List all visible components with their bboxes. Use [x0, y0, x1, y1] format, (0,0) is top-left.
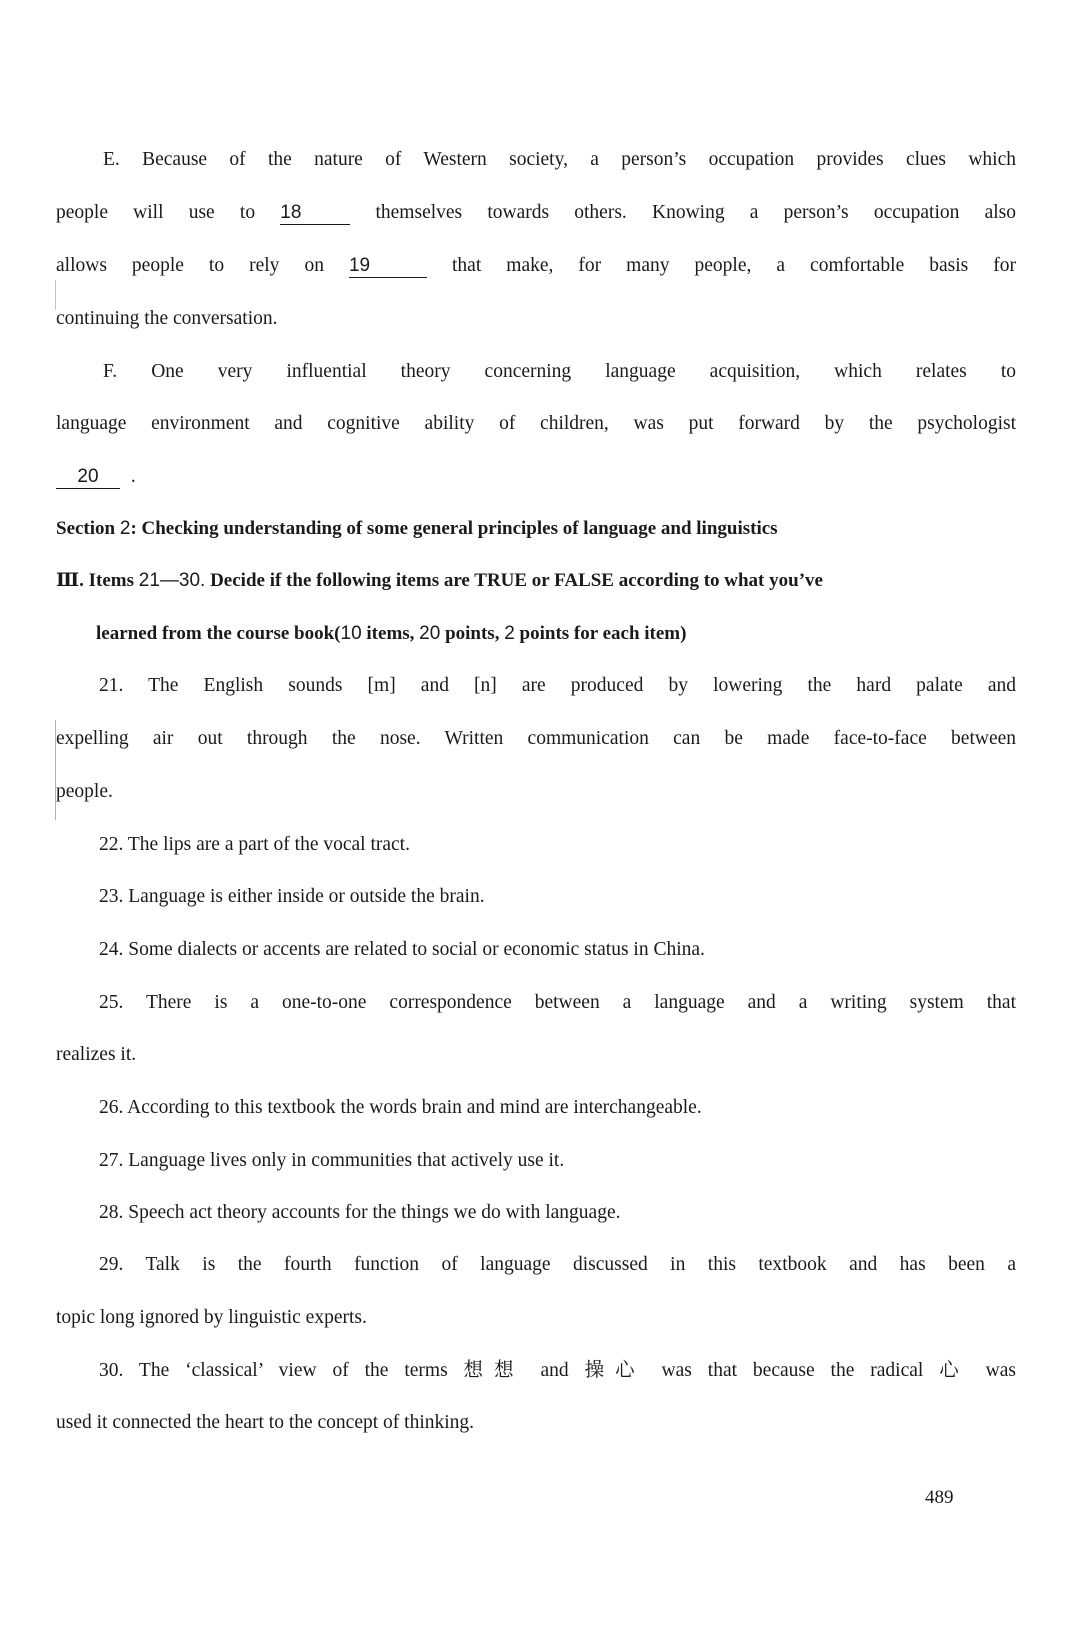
items-label: Items	[88, 570, 135, 591]
item-24: 24. Some dialects or accents are related to social or economic status in China.	[99, 939, 705, 960]
instruction-text: learned from the course book(	[96, 623, 341, 644]
blank-20: 20	[56, 466, 120, 489]
item-27: 27. Language lives only in communities that actively use it.	[99, 1150, 565, 1171]
section-title: Checking understanding of some general principles of language and linguistics	[141, 518, 778, 539]
instruction-text: points,	[445, 623, 500, 644]
item-30-line-1: 30. The ‘classical’ view of the terms 想想 and 操心 was that because the radical 心 was	[99, 1360, 1016, 1381]
para-e-text: that make, for many people, a comfortable basis for	[452, 255, 1017, 276]
item-23: 23. Language is either inside or outside the brain.	[99, 886, 485, 907]
points-each: 2	[504, 623, 515, 644]
item-29-line-1: 29. Talk is the fourth function of language discussed in this textbook and has been a	[99, 1254, 1016, 1275]
para-f-line-2: language environment and cognitive ability of children, was put forward by the psychologist	[56, 413, 1016, 434]
item-25-line-2: realizes it.	[56, 1044, 137, 1065]
para-e-text: themselves towards others. Knowing a person’s occupation also	[375, 202, 1016, 223]
section-number: 2	[119, 518, 131, 539]
part-3-instruction-line-2	[96, 622, 1016, 646]
item-count: 10	[340, 623, 362, 644]
item-28: 28. Speech act theory accounts for the things we do with language.	[99, 1202, 621, 1223]
para-f-line-1: F. One very influential theory concerning language acquisition, which relates to	[103, 361, 1016, 382]
item-21-line-3: people.	[56, 781, 113, 802]
scan-mark	[55, 720, 56, 820]
para-f-end: .	[130, 466, 136, 487]
instruction-text: items,	[366, 623, 415, 644]
part-roman-numeral: Ⅲ.	[56, 570, 84, 591]
para-f-line-3	[56, 465, 1016, 489]
item-21-line-2: expelling air out through the nose. Written communication can be made face-to-face between	[56, 728, 1016, 749]
section-sep: :	[130, 518, 137, 539]
blank-19: 19	[349, 255, 427, 278]
item-29-line-2: topic long ignored by linguistic experts.	[56, 1307, 367, 1328]
points-total: 20	[419, 623, 441, 644]
page-number: 489	[925, 1487, 954, 1508]
instruction-text: Decide if the following items are TRUE or FALSE according to what you’ve	[210, 570, 823, 591]
item-30-line-2: used it connected the heart to the concept of thinking.	[56, 1412, 475, 1433]
para-e-text: allows people to rely on	[56, 255, 324, 276]
item-22: 22. The lips are a part of the vocal tract.	[99, 834, 410, 855]
para-e-line-1: E. Because of the nature of Western society, a person’s occupation provides clues which	[103, 149, 1016, 170]
instruction-text: points for each item)	[519, 623, 687, 644]
para-e-line-2	[56, 201, 1016, 225]
para-e-line-4: continuing the conversation.	[56, 308, 278, 329]
scan-mark	[55, 280, 56, 310]
items-range: 21—30.	[138, 570, 206, 591]
item-26: 26. According to this textbook the words brain and mind are interchangeable.	[99, 1097, 702, 1118]
part-3-instruction-line-1	[56, 569, 1016, 593]
section-2-heading: Section 2: Checking understanding of some general principles of language and linguistics	[56, 518, 778, 539]
blank-18: 18	[280, 202, 350, 225]
para-e-line-3	[56, 254, 1016, 278]
para-e-text: people will use to	[56, 202, 256, 223]
item-21-line-1: 21. The English sounds [m] and [n] are produced by lowering the hard palate and	[99, 675, 1016, 696]
item-25-line-1: 25. There is a one-to-one correspondence between a language and a writing system that	[99, 992, 1016, 1013]
